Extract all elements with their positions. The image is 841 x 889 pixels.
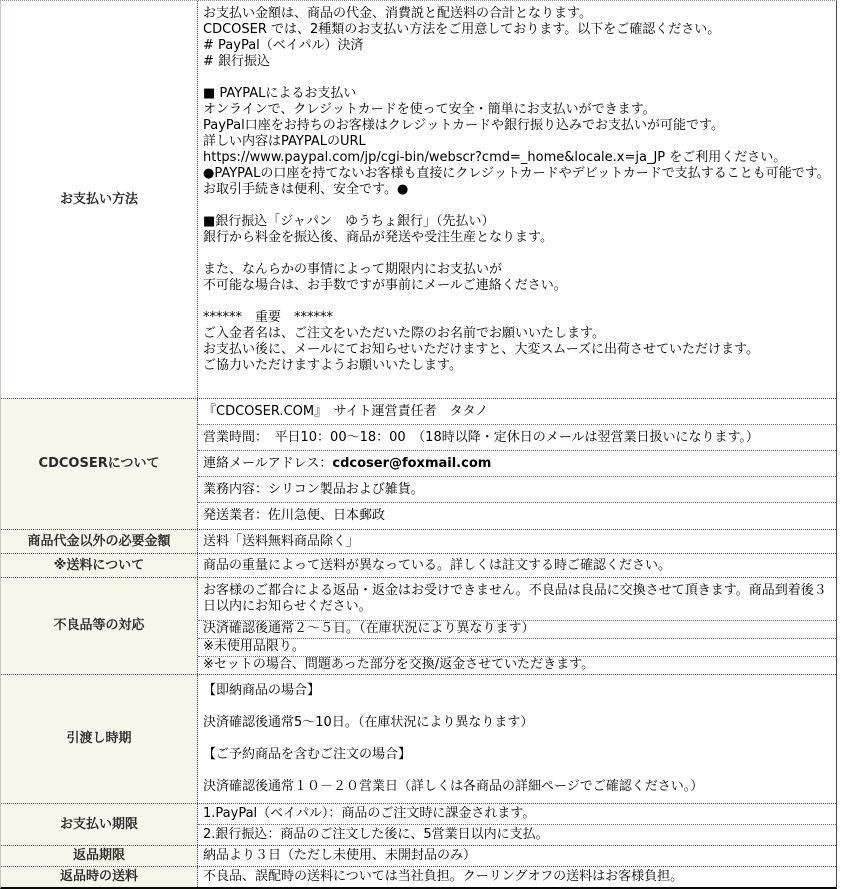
text-line: 詳しい内容はPAYPALのURL: [203, 134, 366, 149]
row-extra-fees: [1, 530, 836, 554]
text-line: [203, 763, 832, 779]
row-label-about: CDCOSERについて: [1, 399, 198, 529]
text-line: 決済確認後通常１０－２０営業日（詳しくは各商品の詳細ページでご確認ください。）: [203, 779, 704, 794]
text-line: [203, 198, 832, 214]
row-label-return-deadline: 返品期限: [1, 846, 198, 866]
row-return-deadline: [1, 846, 836, 867]
return-shipping-content: 不良品、誤配時の送料については当社負担。クーリングオフの送料はお客様負担。: [198, 867, 836, 887]
about-shippers: 発送業者：佐川急便、日本郵政: [203, 508, 386, 523]
row-label-extra-fees: 商品代金以外の必要金額: [1, 530, 198, 553]
text-line: [203, 731, 832, 747]
text-line: ■ PAYPALによるお支払い: [203, 86, 357, 101]
row-label-defective: 不良品等の対応: [1, 578, 198, 674]
row-about-cdcoser: [1, 399, 836, 530]
text-line: ■銀行振込「ジャパン ゆうちょ銀行」（先払い）: [203, 214, 495, 229]
payment-method-content: [198, 1, 836, 398]
delivery-content: [198, 675, 836, 803]
row-shipping-note: [1, 554, 836, 578]
return-deadline-content: 納品より３日（ただし未使用、未開封品のみ）: [198, 846, 836, 866]
text-line: ご入金者名は、ご注文をいただいた際のお名前でお願いいたします。: [203, 326, 605, 341]
text-line: [203, 294, 832, 310]
text-line: ****** 重要 ******: [203, 310, 334, 325]
text-line: CDCOSER では、2種類のお支払い方法をご用意しております。以下をご確認ください。: [203, 22, 721, 37]
text-line: お支払い金額は、商品の代金、消費説と配送料の合計となります。: [203, 6, 592, 21]
about-business-content: 業務内容：シリコン製品および雑貨。: [198, 477, 836, 503]
text-line: [203, 699, 832, 715]
row-label-delivery: 引渡し時期: [1, 675, 198, 803]
text-line: [203, 70, 832, 86]
text-line: 銀行から料金を振込後、商品が発送や受注生産となります。: [203, 230, 553, 245]
extra-fees-content: 送料「送料無料商品除く」: [198, 530, 836, 553]
row-return-shipping: [1, 867, 836, 887]
shipping-note-content: 商品の重量によって送料が異なっている。詳しくは註文する時ご確認ください。: [198, 554, 836, 577]
defective-exchange-time: 決済確認後通常２～５日。（在庫状況により異なります）: [198, 621, 836, 639]
text-line: 【即納商品の場合】: [203, 683, 321, 698]
about-contact-email: [198, 451, 836, 477]
row-label-payment-deadline: お支払い期限: [1, 804, 198, 845]
text-line: お取引手続きは便利、安全です。●: [203, 182, 409, 197]
text-line: 【ご予約商品を含むご注文の場合】: [203, 747, 412, 762]
text-line: 不可能な場合は、お手数ですが事前にメールご連絡ください。: [203, 278, 567, 293]
about-subrows: [198, 399, 836, 529]
row-label-shipping-note: ※送料について: [1, 554, 198, 577]
row-payment-deadline: [1, 804, 836, 846]
text-line: ●PAYPALの口座を持てないお客様も直接にクレジットカードやデビットカードで支払することも可能です。: [203, 166, 830, 181]
text-line: お支払い後に、メールにてお知らせいただけますと、大変スムーズに出荷させていただけます。: [203, 342, 760, 357]
text-line: ご協力いただけますようお願いいたします。: [203, 358, 462, 373]
row-defective-handling: [1, 578, 836, 675]
defective-policy: お客様のご都合による返品・返金はお受けできません。不良品は良品に交換させて頂きます。商品到着後３日以内にお知らせください。: [198, 578, 836, 621]
deadline-bank-transfer: 2.銀行振込：商品のご注文した後に、5営業日以内に支払。: [203, 827, 549, 842]
defective-subrows: [198, 578, 836, 674]
defective-set-policy: ※セットの場合、問題あった部分を交換/返金させていただきます。: [203, 657, 595, 672]
email-label: 連絡メールアドレス：: [203, 455, 333, 471]
text-line: # PayPal（ベイパル）決済: [203, 38, 364, 53]
text-line: https://www.paypal.com/jp/cgi-bin/webscr?cmd=_home&locale.x=ja_JP をご利用ください。: [203, 150, 787, 165]
about-site-operator: 『CDCOSER.COM』 サイト運営責任者 タタノ: [198, 399, 836, 425]
row-payment-method: [1, 1, 836, 399]
about-business-hours: 営業時間： 平日10：00～18：00 （18時以降・定休日のメールは翌営業日扱いになります。）: [198, 425, 836, 451]
payment-deadline-subrows: [198, 804, 836, 845]
row-delivery-time: [1, 675, 836, 804]
email-address: cdcoser@foxmail.com: [332, 455, 492, 471]
defective-unused-only: ※未使用品限り。: [198, 639, 836, 657]
text-line: オンラインで、クレジットカードを使って安全・簡単にお支払いができます。: [203, 102, 656, 117]
text-line: また、なんらかの事情によって期限内にお支払いが: [203, 262, 503, 277]
row-label-payment-method: お支払い方法: [1, 1, 198, 398]
deadline-paypal: 1.PayPal（ベイパル）：商品のご注文時に課金されます。: [198, 804, 836, 825]
text-line: [203, 246, 832, 262]
row-label-return-shipping: 返品時の送料: [1, 867, 198, 887]
text-line: PayPal口座をお持ちのお客様はクレジットカードや銀行振り込みでお支払いが可能です。: [203, 118, 724, 133]
text-line: 決済確認後通常5～10日。（在庫状況により異なります）: [203, 715, 534, 730]
text-line: # 銀行振込: [203, 54, 271, 69]
